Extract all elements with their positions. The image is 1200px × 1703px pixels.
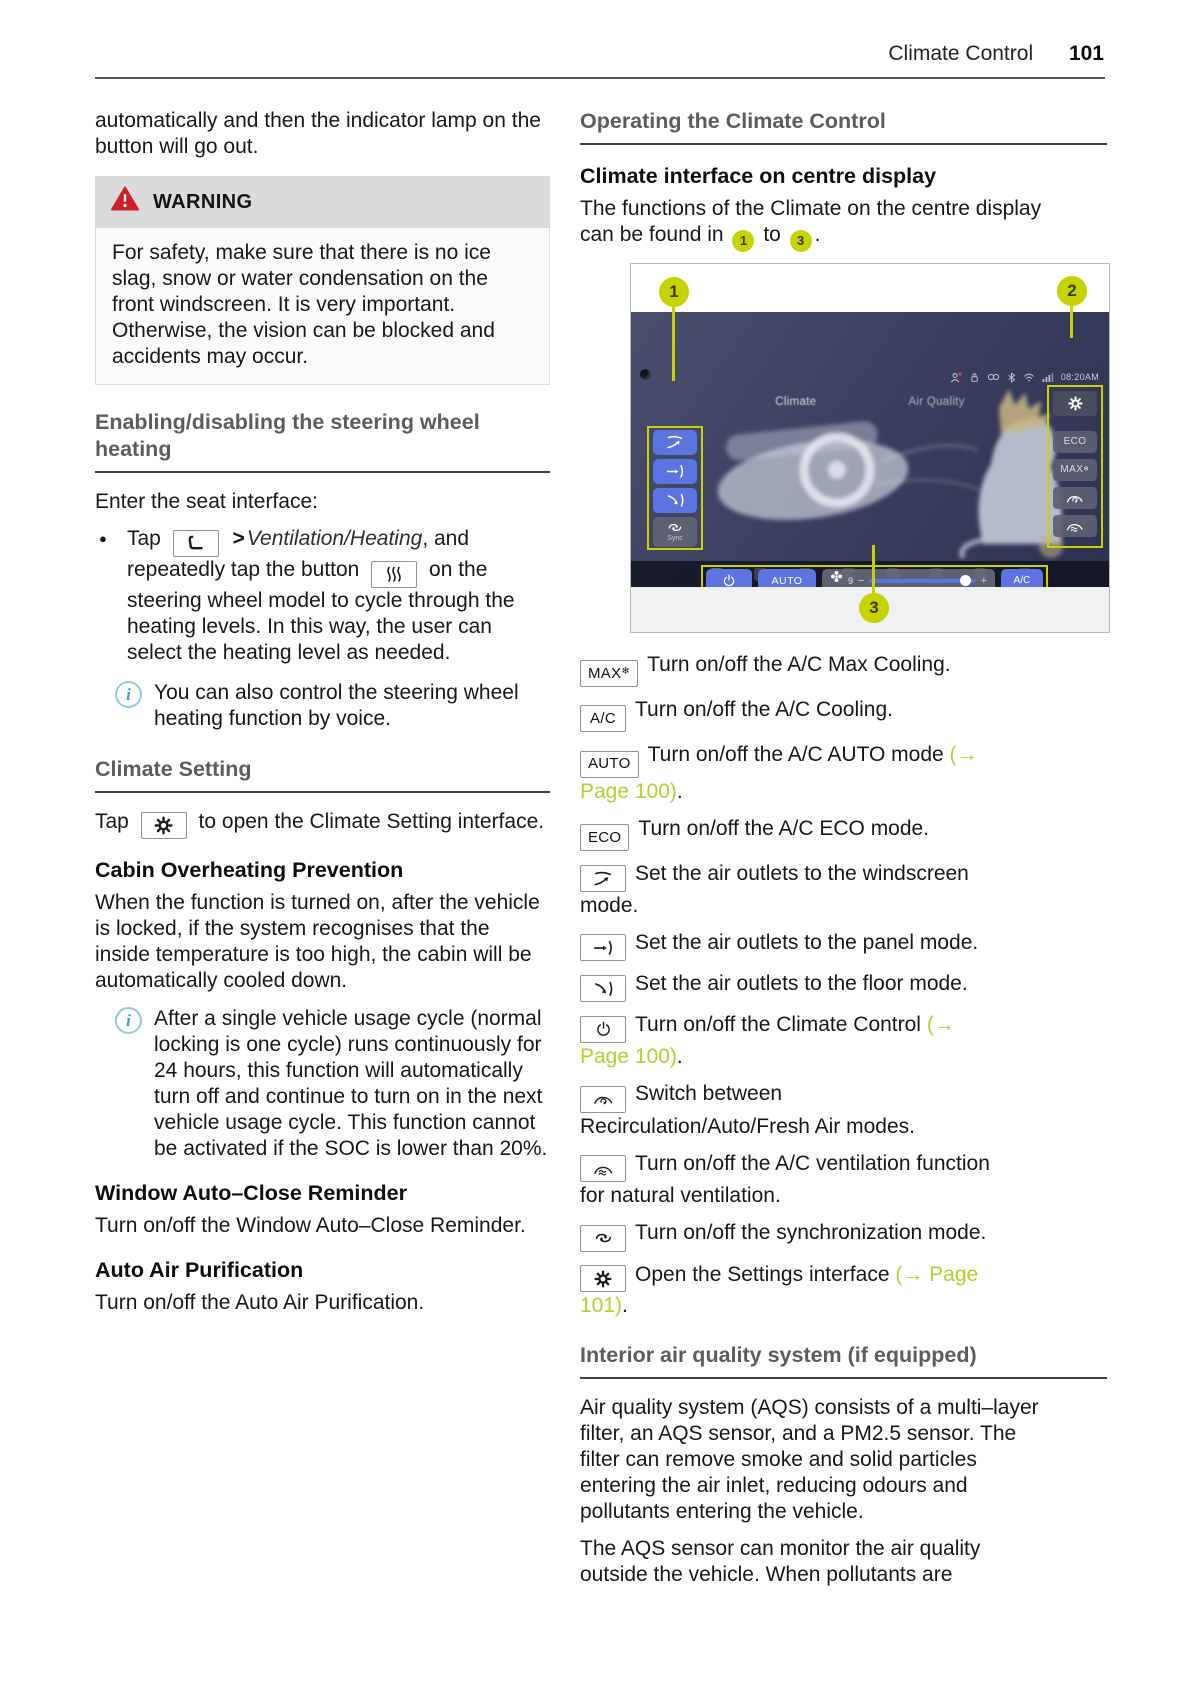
legend-text: Switch between Recirculation/Auto/Fresh Air modes. bbox=[580, 1082, 915, 1138]
floor-mode-button bbox=[653, 488, 697, 513]
centre-display-figure bbox=[630, 263, 1110, 633]
windscreen-mode-button bbox=[653, 430, 697, 455]
fan-slider-knob bbox=[960, 575, 971, 586]
lock-icon bbox=[969, 372, 980, 383]
legend-item-ac bbox=[580, 696, 1008, 733]
callout-line-3 bbox=[872, 545, 875, 595]
legend-text: Set the air outlets to the floor mode. bbox=[635, 972, 968, 995]
display-screen bbox=[631, 312, 1109, 587]
page-link[interactable]: (→ Page 100) bbox=[580, 1013, 955, 1068]
intro-paragraph: automatically and then the indicator lamp on the button will go out. bbox=[95, 109, 541, 158]
legend-text: Open the Settings interface bbox=[635, 1262, 896, 1286]
fan-slider-track bbox=[869, 579, 975, 583]
warning-header bbox=[95, 176, 550, 228]
max-label: MAX bbox=[1060, 464, 1084, 475]
callout-1: 1 bbox=[659, 277, 689, 307]
legend-text: Turn on/off the A/C ECO mode. bbox=[638, 816, 930, 840]
fan-speed-panel bbox=[822, 569, 995, 587]
legend-item-recirculation bbox=[580, 1080, 1008, 1141]
tab-air-quality: Air Quality bbox=[908, 396, 965, 408]
ac-badge: A/C bbox=[580, 705, 626, 732]
subhead-window-autoclose: Window Auto–Close Reminder bbox=[95, 1181, 407, 1205]
link-icon bbox=[987, 372, 1000, 382]
header-rule bbox=[95, 77, 1105, 79]
tap-settings-step bbox=[95, 809, 550, 839]
cabin-overheating-body: When the function is turned on, after the vehicle is locked, if the system recognises that the inside temperature is too high, the cabin will be automatically cooled down. bbox=[95, 891, 540, 992]
legend-text: . bbox=[676, 1045, 683, 1068]
legend-text: Turn on/off the A/C Max Cooling. bbox=[647, 653, 951, 676]
auto-badge: AUTO bbox=[580, 751, 639, 778]
auto-label: AUTO bbox=[771, 574, 803, 587]
legend-item-panel bbox=[580, 929, 1008, 961]
callout-line-2 bbox=[1070, 304, 1073, 338]
enter-seat-text: Enter the seat interface: bbox=[95, 490, 318, 513]
aqs-paragraph-2: The AQS sensor can monitor the air quality outside the vehicle. When pollutants are bbox=[580, 1537, 981, 1586]
lead-text: The functions of the Climate on the centre display can be found in bbox=[580, 197, 1042, 246]
bluetooth-icon bbox=[1007, 372, 1016, 383]
lead-text: to bbox=[763, 223, 781, 246]
legend-item-auto bbox=[580, 741, 1008, 806]
auto-air-purification-body: Turn on/off the Auto Air Purification. bbox=[95, 1291, 425, 1314]
subhead-climate-interface: Climate interface on centre display bbox=[580, 164, 937, 188]
legend-item-power bbox=[580, 1011, 1008, 1071]
legend-text: . bbox=[622, 1294, 628, 1317]
aqs-paragraph-1: Air quality system (AQS) consists of a multi–layer filter, an AQS sensor, and a PM2.5 sensor. The filter can remove smoke and solid particles entering the air inlet, reducing odours and pollutants entering the vehicle. bbox=[580, 1396, 1039, 1523]
step-text: Tap bbox=[95, 810, 129, 833]
callout-ref-1: 1 bbox=[732, 230, 754, 252]
legend-text: Turn on/off the Climate Control bbox=[635, 1013, 927, 1036]
right-column bbox=[580, 108, 1107, 1599]
step-text: to open the Climate Setting interface. bbox=[198, 810, 545, 833]
auto-button-display bbox=[758, 569, 816, 587]
fan-plus-control: + bbox=[980, 574, 987, 587]
power-button-display bbox=[706, 569, 752, 587]
max-cooling-badge: MAX❄ bbox=[580, 660, 638, 687]
clock-text: 08:20AM bbox=[1060, 372, 1099, 382]
lead-text: . bbox=[814, 223, 821, 246]
wifi-icon bbox=[1023, 372, 1035, 382]
recirculation-icon bbox=[580, 1086, 626, 1113]
eco-badge: ECO bbox=[580, 824, 629, 851]
bullet-text: Tap bbox=[127, 527, 161, 550]
windscreen-mode-icon bbox=[580, 865, 626, 892]
callout-line-1 bbox=[672, 305, 675, 381]
panel-mode-icon bbox=[580, 934, 626, 961]
legend-text: Set the air outlets to the windscreen mode. bbox=[580, 862, 969, 917]
legend-text: Turn on/off the A/C AUTO mode bbox=[647, 743, 950, 766]
tab-climate: Climate bbox=[775, 396, 817, 408]
note-text: You can also control the steering wheel heating function by voice. bbox=[154, 681, 519, 730]
legend-item-settings bbox=[580, 1261, 1008, 1321]
section-climate-setting: Climate Setting bbox=[95, 756, 550, 793]
legend-item-sync bbox=[580, 1219, 1008, 1252]
seat-icon bbox=[173, 530, 219, 557]
left-column bbox=[95, 108, 550, 1327]
info-icon: i bbox=[115, 681, 142, 708]
snowflake-glyph: ❄ bbox=[1083, 466, 1090, 473]
section-steering-wheel-heating: Enabling/disabling the steering wheel heating bbox=[95, 409, 550, 473]
subhead-auto-air-purification: Auto Air Purification bbox=[95, 1258, 304, 1282]
info-note-usage-cycle bbox=[95, 1006, 550, 1162]
sync-button-label: Sync bbox=[667, 535, 683, 542]
air-outlet-button-group bbox=[647, 426, 703, 550]
recirculation-button-display bbox=[1053, 487, 1097, 509]
note-text: After a single vehicle usage cycle (normal locking is one cycle) runs continuously for 24 hours, this function will automatically turn off and continue to turn on in the next vehicle usage cycle. This function cannot be activated if the SOC is lower than 20%. bbox=[154, 1007, 548, 1160]
legend-item-fresh-air bbox=[580, 1150, 1008, 1211]
legend-item-windscreen bbox=[580, 860, 1008, 920]
info-icon: i bbox=[115, 1007, 142, 1034]
legend-text: . bbox=[676, 779, 683, 803]
fan-minus-control: − bbox=[858, 574, 865, 587]
fresh-air-button-display bbox=[1053, 515, 1097, 537]
eco-label: ECO bbox=[1063, 436, 1087, 447]
window-autoclose-body: Turn on/off the Window Auto–Close Reminder. bbox=[95, 1214, 526, 1237]
settings-gear-button bbox=[1053, 391, 1097, 416]
sync-icon bbox=[580, 1225, 626, 1252]
callout-3: 3 bbox=[859, 593, 889, 623]
legend-item-max bbox=[580, 651, 1008, 687]
camera-dot bbox=[640, 369, 651, 380]
panel-mode-button bbox=[653, 459, 697, 484]
legend-item-floor bbox=[580, 970, 1008, 1002]
section-interior-air-quality: Interior air quality system (if equipped) bbox=[580, 1342, 1107, 1379]
warning-title: WARNING bbox=[153, 191, 253, 213]
warning-body: For safety, make sure that there is no ice slag, snow or water condensation on the front windscreen. It is very important. Otherwise, the vision can be blocked and accidents may occur. bbox=[95, 228, 550, 385]
chapter-title: Climate Control bbox=[888, 42, 1034, 65]
snowflake-glyph: ❄ bbox=[621, 666, 631, 677]
page-link[interactable]: (→ Page 101) bbox=[580, 1262, 979, 1317]
lead-paragraph bbox=[580, 196, 1045, 252]
display-tabs bbox=[631, 389, 1109, 415]
ac-button-display bbox=[1001, 569, 1043, 587]
info-note-voice bbox=[95, 680, 550, 732]
fan-level-value: 9 bbox=[848, 575, 854, 586]
bullet-text: , and repeatedly tap the button bbox=[127, 527, 470, 581]
gear-icon bbox=[141, 812, 187, 839]
legend-item-eco bbox=[580, 815, 1008, 852]
floor-mode-icon bbox=[580, 975, 626, 1002]
legend-text: Turn on/off the A/C Cooling. bbox=[635, 697, 893, 721]
section-operating-climate: Operating the Climate Control bbox=[580, 108, 1107, 145]
steering-heating-step bbox=[95, 526, 550, 666]
legend-text: Turn on/off the A/C ventilation function for natural ventilation. bbox=[580, 1151, 990, 1207]
power-icon bbox=[580, 1016, 626, 1043]
menu-path-label: Ventilation/Heating bbox=[246, 527, 423, 550]
warning-triangle-icon bbox=[111, 186, 139, 218]
heating-icon bbox=[371, 561, 417, 588]
fan-icon bbox=[830, 568, 843, 588]
gear-icon bbox=[580, 1265, 626, 1292]
legend-text: Set the air outlets to the panel mode. bbox=[635, 931, 979, 954]
warning-box bbox=[95, 176, 550, 385]
page-header bbox=[888, 42, 1104, 66]
page-number: 101 bbox=[1068, 42, 1104, 65]
chevron-icon: > bbox=[232, 527, 245, 550]
max-cooling-button-display bbox=[1053, 459, 1097, 481]
sync-button-display bbox=[653, 517, 697, 547]
callout-2: 2 bbox=[1057, 276, 1087, 306]
legend-text: Turn on/off the synchronization mode. bbox=[635, 1221, 987, 1244]
callout-ref-3: 3 bbox=[790, 230, 812, 252]
settings-button-group bbox=[1047, 385, 1103, 548]
subhead-cabin-overheating: Cabin Overheating Prevention bbox=[95, 858, 404, 882]
signal-icon bbox=[1042, 372, 1054, 382]
fresh-air-icon bbox=[580, 1155, 626, 1182]
driver-profile-icon bbox=[950, 372, 962, 383]
bullet-text: on the steering wheel model to cycle through the heating levels. In this way, the user can select the heating level as needed. bbox=[127, 558, 515, 664]
page-link[interactable]: (→ Page 100) bbox=[580, 743, 978, 803]
ac-label: A/C bbox=[1013, 574, 1031, 586]
eco-button-display bbox=[1053, 431, 1097, 453]
